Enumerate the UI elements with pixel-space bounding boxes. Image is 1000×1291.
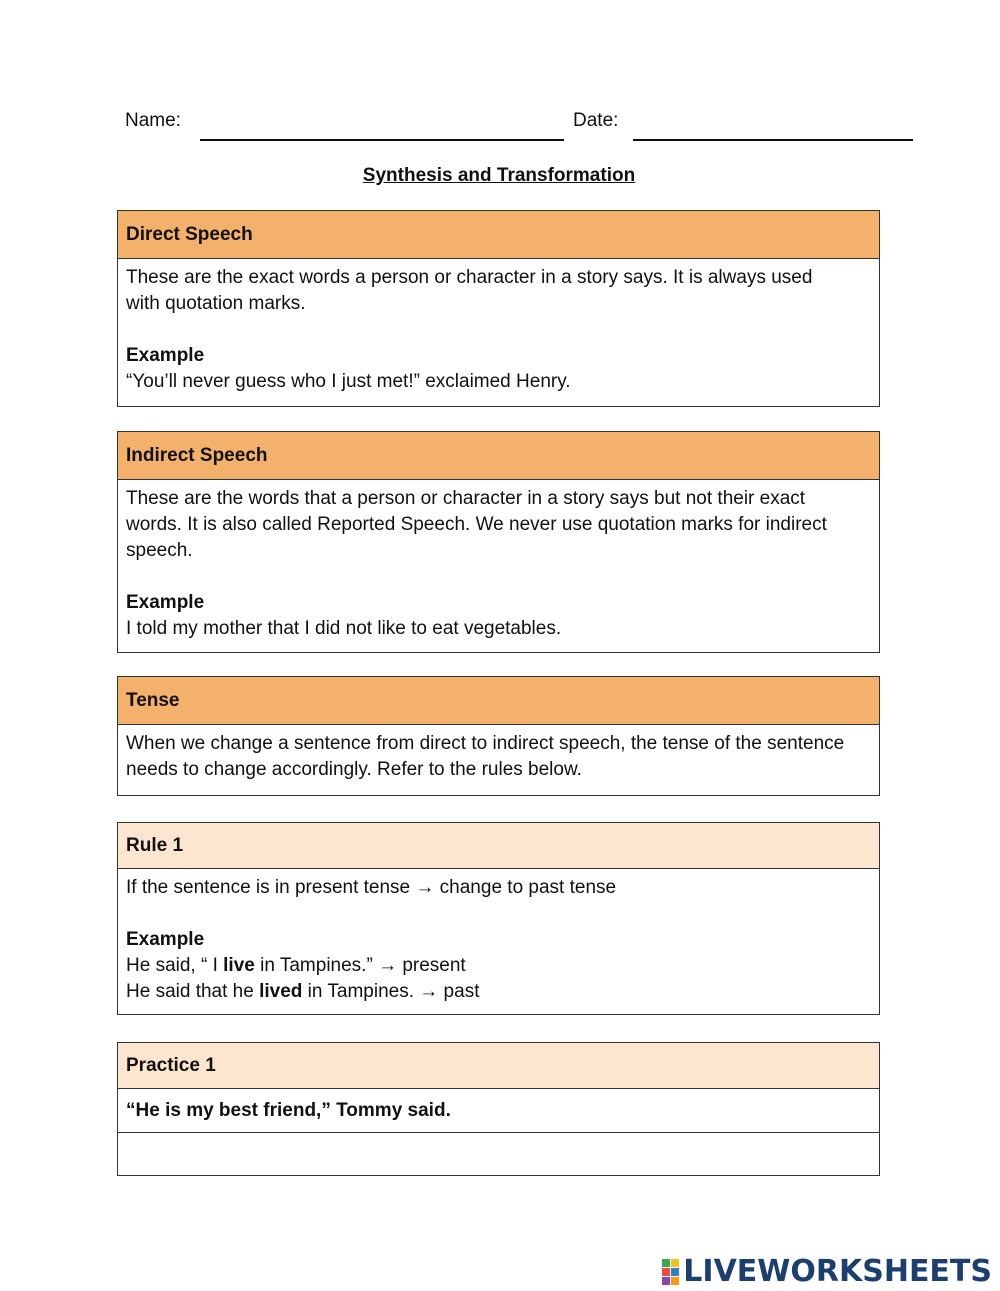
direct-speech-box (117, 210, 880, 407)
rule1-box (117, 822, 880, 1015)
example-label: Example (126, 345, 205, 366)
rule1-heading: Rule 1 (118, 823, 879, 869)
verb-highlight: live (223, 955, 255, 976)
direct-speech-line: These are the exact words a person or character in a story says. It is always used (126, 267, 813, 288)
direct-speech-body (118, 259, 879, 395)
example-text: I told my mother that I did not like to eat vegetables. (126, 618, 562, 639)
example-label: Example (126, 929, 205, 950)
indirect-speech-line: These are the words that a person or character in a story says but not their exact (126, 488, 806, 509)
date-field[interactable] (633, 139, 913, 141)
practice1-answer-field[interactable] (118, 1133, 879, 1177)
tense-box (117, 676, 880, 796)
name-label: Name: (125, 110, 181, 131)
rule1-line: If the sentence is in present tense → change to past tense (126, 877, 617, 898)
name-field[interactable] (200, 139, 564, 141)
liveworksheets-logo (662, 1254, 992, 1289)
direct-speech-heading: Direct Speech (118, 211, 879, 259)
indirect-speech-heading: Indirect Speech (118, 432, 879, 480)
example-text: in Tampines. → past (302, 981, 480, 1002)
rule1-body (118, 869, 879, 1005)
indirect-speech-line: speech. (126, 540, 193, 561)
example-past (126, 979, 871, 1005)
indirect-speech-box (117, 431, 880, 653)
practice1-heading: Practice 1 (118, 1043, 879, 1089)
page-title: Synthesis and Transformation (362, 165, 636, 186)
indirect-speech-line: words. It is also called Reported Speech. We never use quotation marks for indirect (126, 514, 827, 535)
example-text: “You’ll never guess who I just met!” exclaimed Henry. (126, 371, 571, 392)
practice1-question: “He is my best friend,” Tommy said. (118, 1089, 879, 1133)
tense-heading: Tense (118, 677, 879, 725)
example-present (126, 953, 871, 979)
verb-highlight: lived (259, 981, 303, 1002)
tense-line: needs to change accordingly. Refer to the rules below. (126, 759, 582, 780)
example-label: Example (126, 592, 205, 613)
direct-speech-line: with quotation marks. (126, 293, 306, 314)
logo-blocks-icon (662, 1259, 679, 1285)
tense-body (118, 725, 879, 783)
date-label: Date: (573, 110, 619, 131)
indirect-speech-body (118, 480, 879, 642)
example-text: in Tampines.” → present (254, 955, 466, 976)
practice1-box (117, 1042, 880, 1176)
tense-line: When we change a sentence from direct to indirect speech, the tense of the sentence (126, 733, 845, 754)
example-text: He said that he (126, 981, 260, 1002)
logo-text: LIVEWORKSHEETS (683, 1254, 992, 1289)
example-text: He said, “ I (126, 955, 224, 976)
